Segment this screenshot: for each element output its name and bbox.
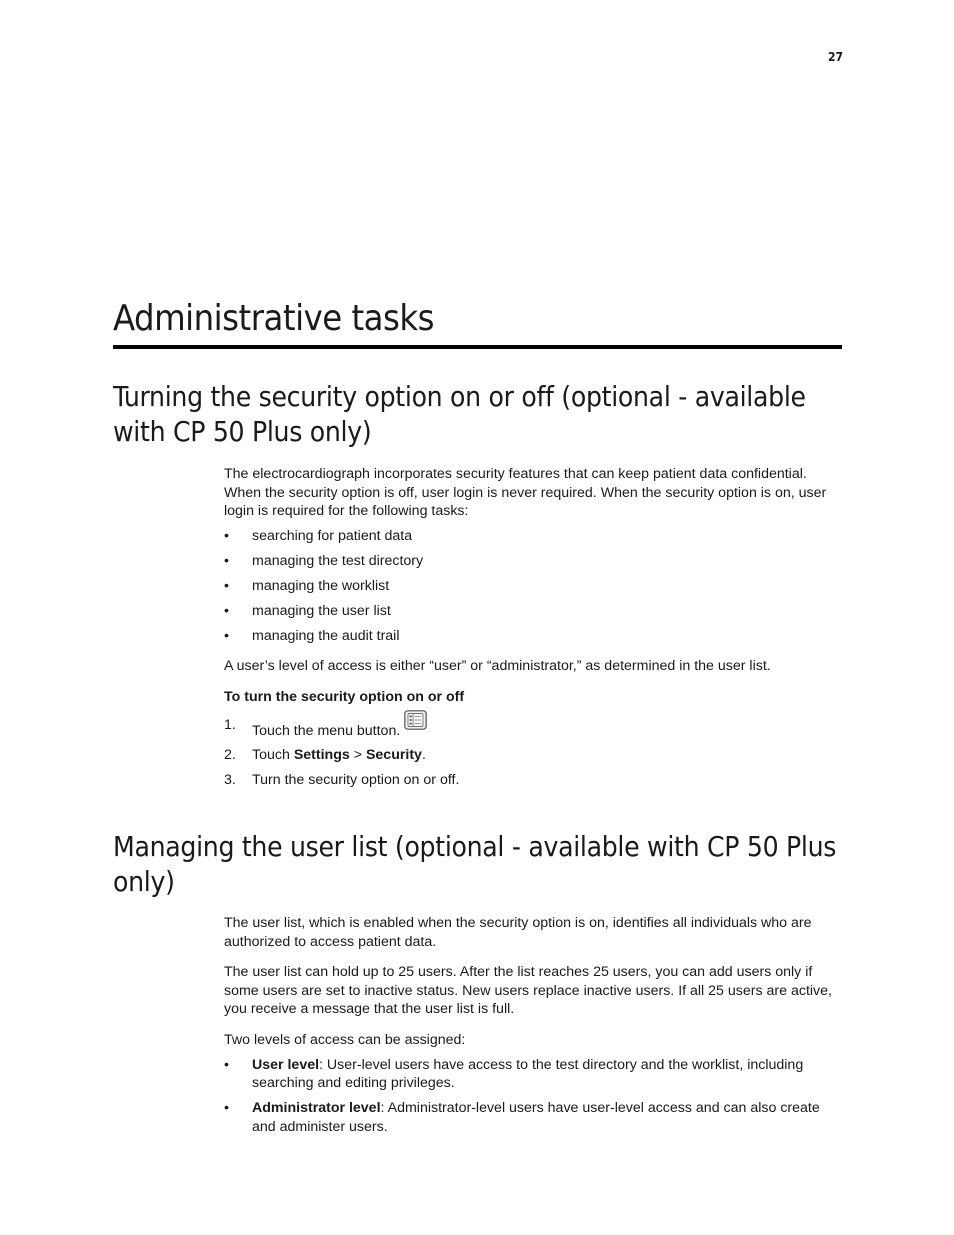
- security-task-list: [224, 527, 838, 646]
- step-number: 2.: [224, 747, 236, 764]
- section-body-user-list: [224, 914, 838, 1136]
- chapter-rule: [113, 345, 842, 349]
- section-body-security: [224, 465, 838, 790]
- section-title-security: Turning the security option on or off (optional - available with CP 50 Plus only): [113, 380, 806, 448]
- access-note: A user’s level of access is either “user” or “administrator,” as determined in the user list.: [224, 658, 771, 675]
- security-intro: The electrocardiograph incorporates security features that can keep patient data confidential. When the security option is off, user login is never required. When the security option is on, user login is required for the following tasks:: [224, 466, 827, 520]
- access-level-term: User level: [252, 1056, 320, 1073]
- step-3: [224, 771, 838, 790]
- page-number: 27: [828, 50, 844, 64]
- step-2: [224, 746, 838, 765]
- path-separator: >: [349, 747, 366, 764]
- list-item: [224, 1056, 838, 1093]
- list-item: • managing the user list: [224, 602, 838, 621]
- step-1: [224, 707, 838, 741]
- procedure-heading: To turn the security option on or off: [224, 688, 465, 705]
- step-text-suffix: .: [421, 747, 426, 764]
- step-number: 3.: [224, 772, 236, 789]
- settings-label: Settings: [293, 747, 350, 764]
- procedure-steps: [224, 707, 838, 791]
- access-level-desc: : Administrator-level users have user-level access and can also create and administer users.: [252, 1100, 820, 1135]
- list-item: [224, 1099, 838, 1136]
- user-list-para-2: The user list can hold up to 25 users. After the list reaches 25 users, you can add users only if some users are set to inactive status. New users replace inactive users. If all 25 users are active, you receive a message that the user list is full.: [224, 964, 832, 1018]
- list-item: • managing the test directory: [224, 552, 838, 571]
- access-level-list: [224, 1056, 838, 1137]
- step-number: 1.: [224, 716, 236, 733]
- section-title-user-list: Managing the user list (optional - available with CP 50 Plus only): [113, 830, 837, 898]
- step-text: Turn the security option on or off.: [252, 772, 460, 789]
- list-item: • managing the worklist: [224, 577, 838, 596]
- menu-button-icon: [404, 710, 427, 730]
- user-list-para-3: Two levels of access can be assigned:: [224, 1031, 466, 1048]
- list-item: • searching for patient data: [224, 527, 838, 546]
- chapter-title: Administrative tasks: [113, 298, 434, 339]
- user-list-para-1: The user list, which is enabled when the security option is on, identifies all individuals who are authorized to access patient data.: [224, 915, 812, 950]
- access-level-desc: : User-level users have access to the test directory and the worklist, including searching and editing privileges.: [252, 1056, 804, 1092]
- list-item: • managing the audit trail: [224, 627, 838, 646]
- access-level-term: Administrator level: [252, 1100, 381, 1117]
- step-text-prefix: Touch: [252, 747, 294, 764]
- step-text: Touch the menu button.: [252, 722, 401, 739]
- security-label: Security: [365, 747, 422, 764]
